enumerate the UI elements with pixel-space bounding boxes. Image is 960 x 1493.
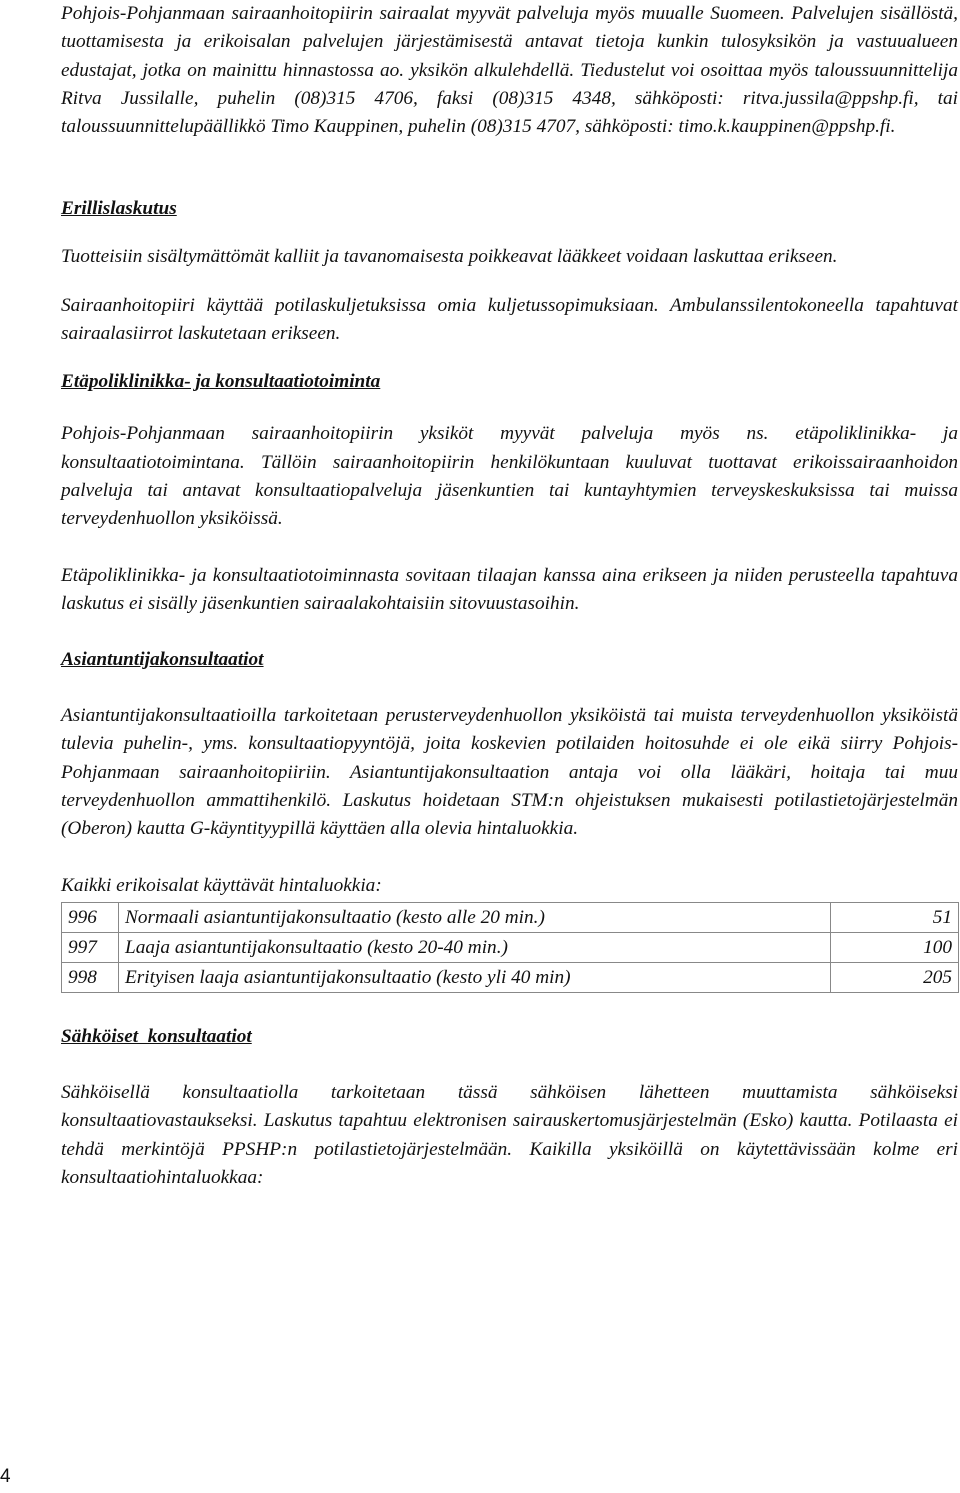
heading-erillislaskutus: Erillislaskutus [61, 198, 177, 220]
price-code: 997 [62, 932, 119, 962]
table-row [62, 962, 959, 992]
sahkoiset-paragraph-1: Sähköisellä konsultaatiolla tarkoitetaan tässä sähköisen lähetteen muuttamista sähköiseksi konsultaatiovastaukseksi. Laskutus tapahtuu elektronisen sairauskertomusjärjestelmän (Esko) kautta. Potilaasta ei tehdä merkintöjä PPSHP:n potilastietojärjestelmään. Kaikilla yksiköillä on käytettävissään kolme eri konsultaatiohintaluokkaa: [61, 1081, 958, 1188]
price-value: 100 [831, 932, 959, 962]
price-table-intro: Kaikki erikoisalat käyttävät hintaluokkia: [61, 874, 382, 896]
price-value: 205 [831, 962, 959, 992]
etapoliklinikka-paragraph-1: Pohjois-Pohjanmaan sairaanhoitopiirin yksiköt myyvät palveluja myös ns. etäpoliklinikka- ja konsultaatiotoimintana. Tällöin sairaanhoitopiirin henkilökuntaan kuuluvat tuottavat erikoissairaanhoidon palveluja tai antavat konsultaatiopalveluja jäsenkuntien tai kuntayhtymien terveyskeskuksissa tai muissa terveydenhuollon yksiköissä. [61, 423, 958, 530]
etapoliklinikka-paragraph-2: Etäpoliklinikka- ja konsultaatiotoiminnasta sovitaan tilaajan kanssa aina erikseen ja niiden perusteella tapahtuva laskutus ei sisälly jäsenkuntien sairaalakohtaisiin sitovuustasoihin. [61, 564, 958, 614]
erillislaskutus-paragraph-2: Sairaanhoitopiiri käyttää potilaskuljetuksissa omia kuljetussopimuksiaan. Ambulanssilentokoneella tapahtuvat sairaalasiirrot laskutetaan erikseen. [61, 294, 958, 345]
asiantuntija-paragraph-1: Asiantuntijakonsultaatioilla tarkoitetaan perusterveydenhuollon yksiköistä tai muista terveydenhuollon yksiköistä tulevia puhelin-, yms. konsultaatiopyyntöjä, joita koskevien potilaiden hoitosuhde ei ole eikä siirry Pohjois-Pohjanmaan sairaanhoitopiiriin. Asiantuntijakonsultaation antaja voi olla lääkäri, hoitaja tai muu terveydenhuollon ammattihenkilö. Laskutus hoidetaan STM:n ohjeistuksen mukaisesti potilastietojärjestelmän (Oberon) kautta G-käyntityypillä käyttäen alla olevia hintaluokkia. [61, 705, 958, 840]
heading-sahkoiset-konsultaatiot: Sähköiset konsultaatiot [61, 1025, 252, 1047]
price-code: 998 [62, 962, 119, 992]
table-row [62, 902, 959, 932]
price-description: Laaja asiantuntijakonsultaatio (kesto 20-40 min.) [119, 932, 831, 962]
price-description: Normaali asiantuntijakonsultaatio (kesto alle 20 min.) [119, 902, 831, 932]
intro-paragraph: Pohjois-Pohjanmaan sairaanhoitopiirin sairaalat myyvät palveluja myös muualle Suomeen. Palvelujen sisällöstä, tuottamisesta ja erikoisalan palvelujen järjestämisestä antavat tietoja kunkin tulosyksikön ja vastuualueen edustajat, jotka on mainittu hinnastossa ao. yksikön alkulehdellä. Tiedustelut voi osoittaa myös taloussuunnittelija Ritva Jussilalle, puhelin (08)315 4706, faksi (08)315 4348, sähköposti: ritva.jussila@ppshp.fi, tai taloussuunnittelupäällikkö Timo Kauppinen, puhelin (08)315 4707, sähköposti: timo.k.kauppinen@ppshp.fi. [61, 3, 958, 138]
price-class-table [61, 902, 959, 993]
erillislaskutus-paragraph-1: Tuotteisiin sisältymättömät kalliit ja tavanomaisesta poikkeavat lääkkeet voidaan laskuttaa erikseen. [61, 246, 838, 268]
document-page [61, 0, 958, 1192]
price-code: 996 [62, 902, 119, 932]
page-number: 4 [0, 1466, 11, 1487]
table-row [62, 932, 959, 962]
heading-asiantuntijakonsultaatiot: Asiantuntijakonsultaatiot [61, 649, 264, 671]
heading-etapoliklinikka: Etäpoliklinikka- ja konsultaatiotoiminta [61, 371, 381, 393]
price-description: Erityisen laaja asiantuntijakonsultaatio (kesto yli 40 min) [119, 962, 831, 992]
price-value: 51 [831, 902, 959, 932]
